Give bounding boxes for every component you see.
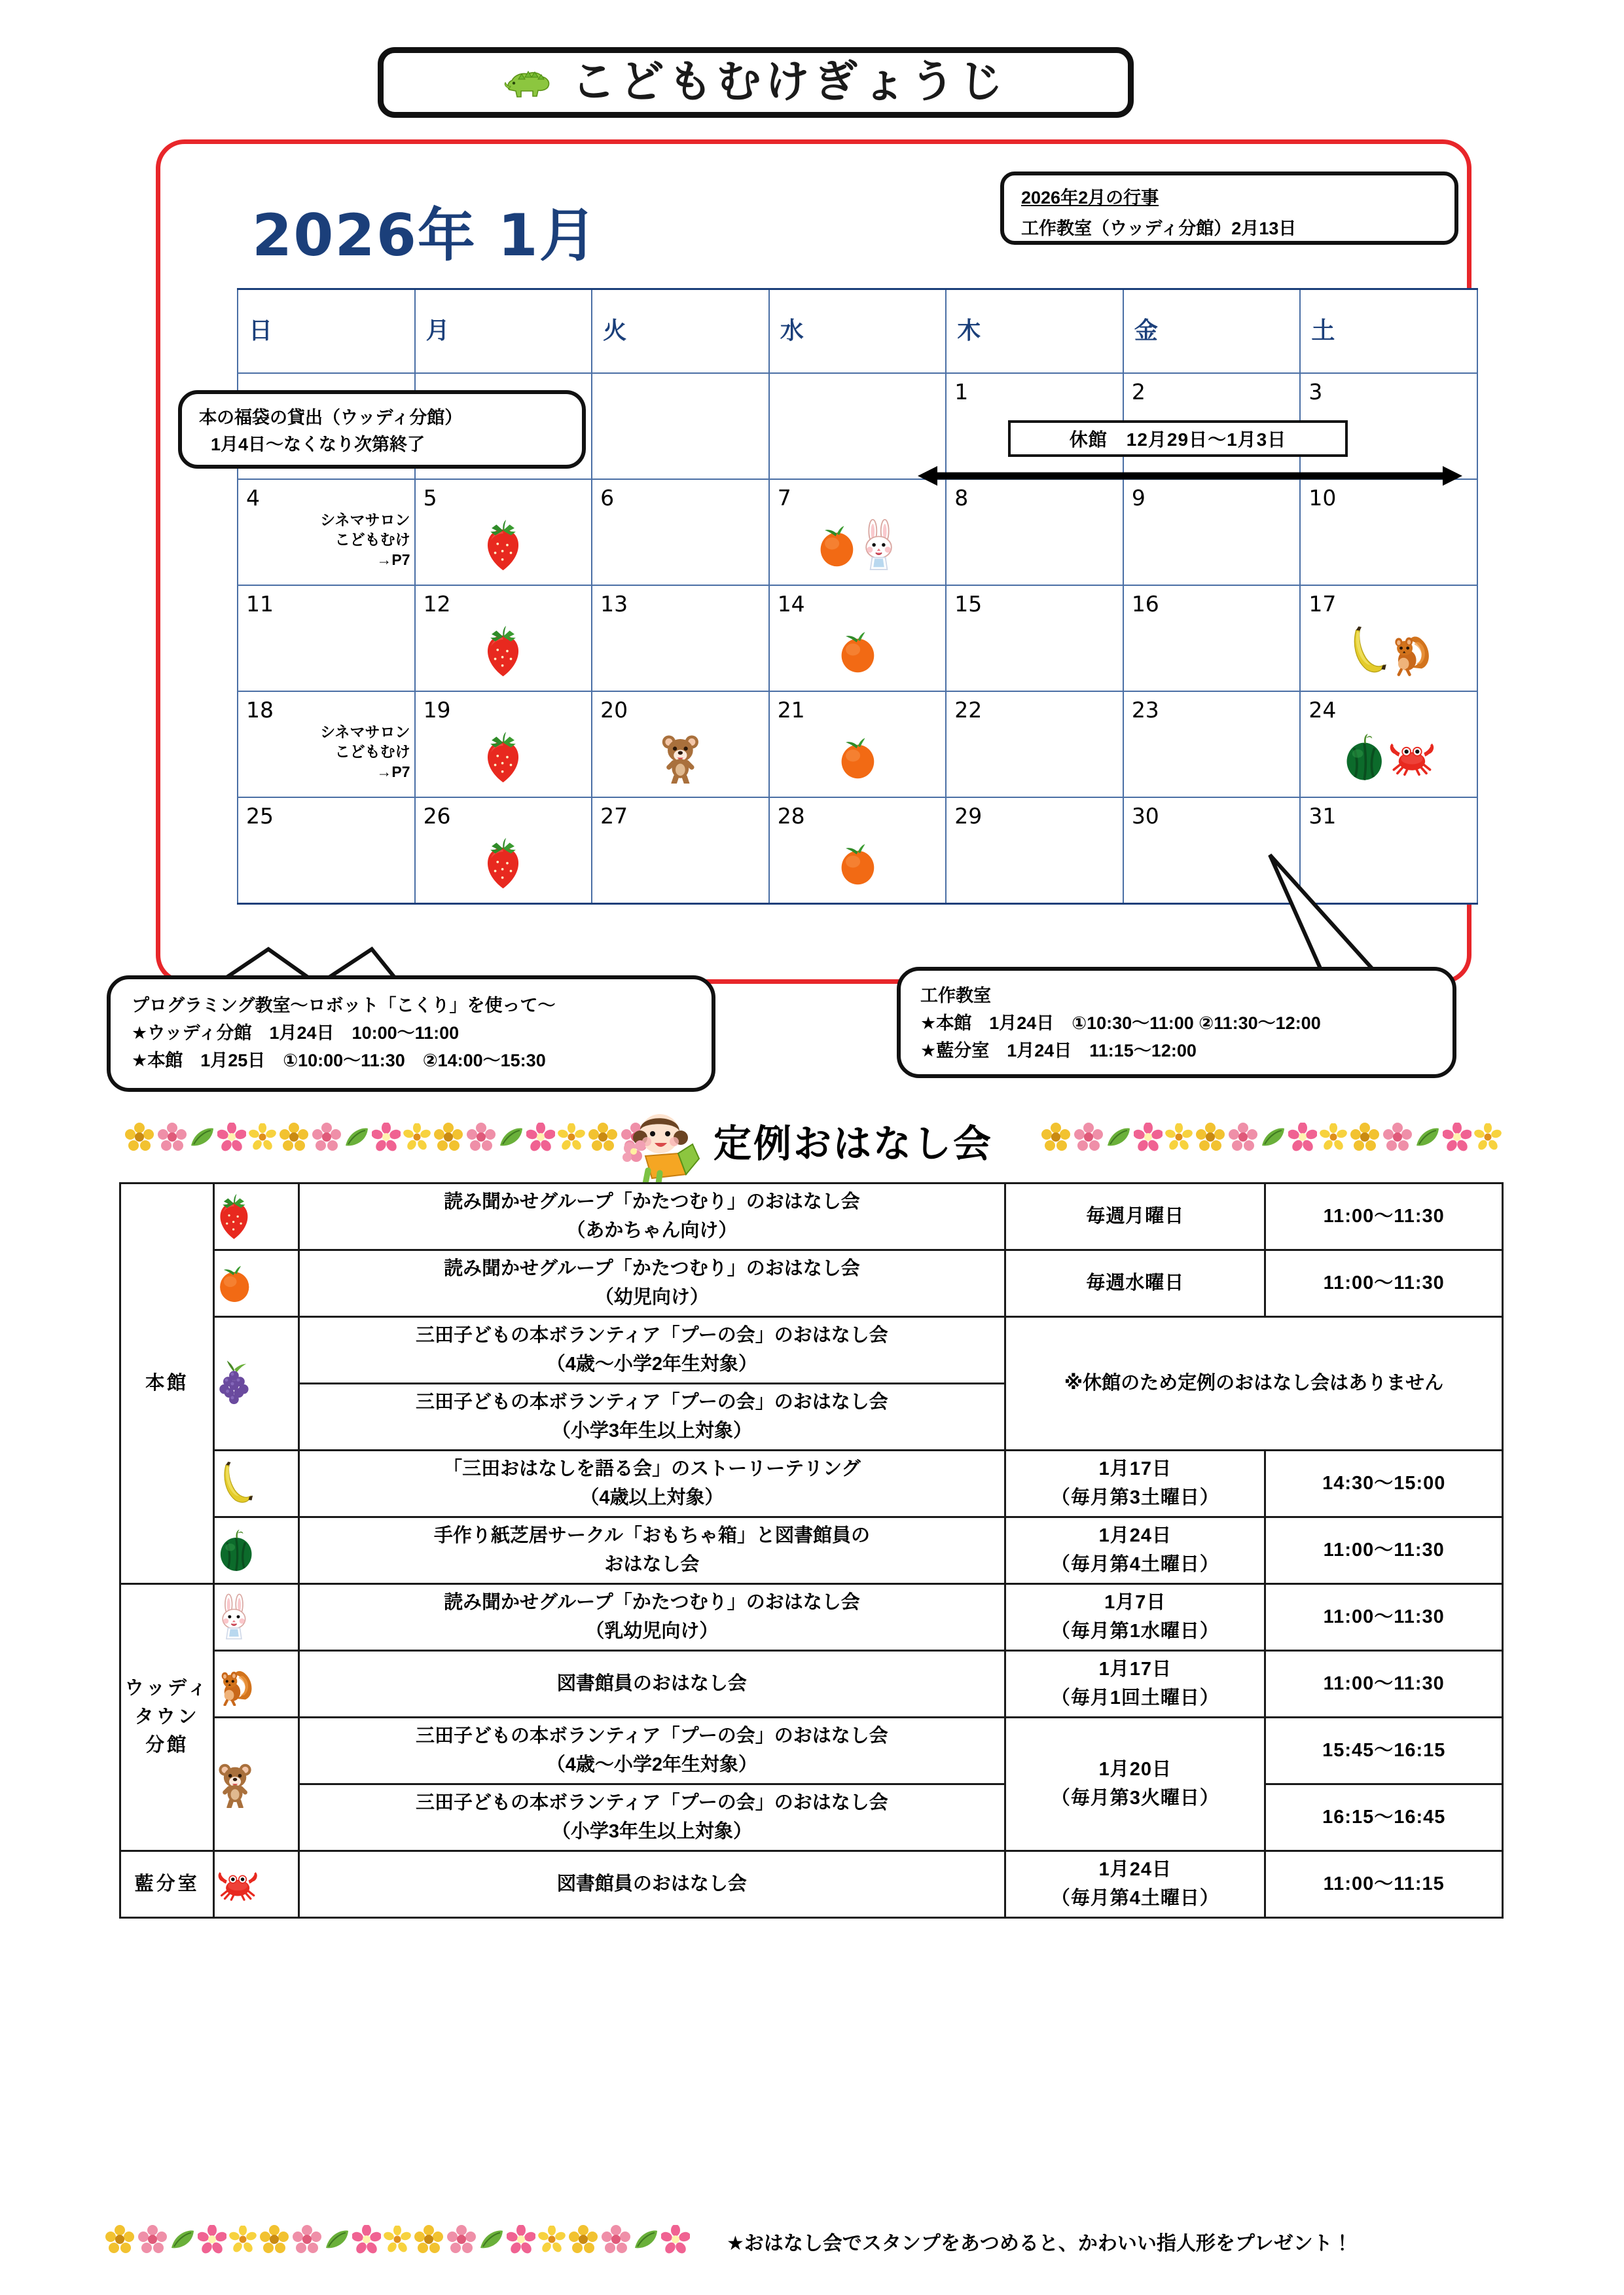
february-events-callout (1000, 172, 1458, 245)
event-time-cell: 11:00～11:30 (1265, 1584, 1503, 1651)
event-time-cell: 15:45～16:15 (1265, 1718, 1503, 1784)
event-title-line1: 「三田おはなしを語る会」のストーリーテリング (443, 1458, 861, 1479)
flower-decoration (1288, 1123, 1317, 1151)
event-title-line1: 手作り紙芝居サークル「おもちゃ箱」と図書館員の (433, 1525, 870, 1546)
branch-name-cell: 本館 (120, 1184, 214, 1584)
flower-band-right (1041, 1117, 1512, 1157)
girl-with-book-icon (622, 1105, 700, 1184)
flower-decoration (1165, 1123, 1193, 1151)
page-title-text: こどもむけぎょうじ (571, 56, 1007, 108)
cinema-salon-note: シネマサロン こどもむけ →P7 (320, 511, 410, 568)
calendar-day-number: 21 (777, 697, 805, 723)
flower-decoration (446, 2224, 477, 2254)
calendar-day-29[interactable] (946, 797, 1123, 904)
event-schedule-cell (1005, 1851, 1265, 1918)
flower-decoration (229, 2226, 257, 2253)
calendar-day-27[interactable] (592, 797, 769, 904)
calendar-day-13[interactable] (592, 585, 769, 691)
calendar-day-6[interactable] (592, 479, 769, 585)
calendar-cell-icons (1301, 721, 1477, 794)
event-time-cell: 11:00～11:15 (1265, 1851, 1503, 1918)
grapes-icon-cell (214, 1317, 298, 1451)
watermelon-icon (1343, 732, 1385, 782)
flower-band-footer (105, 2219, 720, 2260)
schedule-row (120, 1851, 1503, 1918)
calendar-day-11[interactable] (238, 585, 415, 691)
programming-line3: ★本館 1月25日 ①10:00～11:30 ②14:00～15:30 (132, 1050, 546, 1070)
orange-icon (839, 629, 877, 674)
event-title-cell (298, 1851, 1005, 1918)
flower-decoration (1350, 1122, 1380, 1152)
calendar-day-number: 8 (954, 485, 969, 511)
calendar-day-7[interactable] (769, 479, 947, 585)
calendar-day-number: 4 (246, 485, 260, 511)
programming-class-callout (107, 975, 715, 1092)
flower-decoration (312, 1122, 342, 1152)
schedule-row (120, 1184, 1503, 1250)
fukubukuro-line1: 本の福袋の貸出（ウッディ分館） (199, 408, 463, 427)
orange-icon (839, 841, 877, 886)
calendar-cell-icons (1301, 615, 1477, 688)
monthly-calendar (237, 288, 1478, 905)
calendar-day-23[interactable] (1123, 691, 1301, 797)
kousaku-line3: ★藍分室 1月24日 11:15～12:00 (920, 1040, 1197, 1060)
event-title-line1: 読み聞かせグループ「かたつむり」のおはなし会 (444, 1191, 860, 1212)
calendar-day-10[interactable] (1300, 479, 1477, 585)
kousaku-line1: 工作教室 (920, 986, 991, 1005)
flower-decoration (1228, 1122, 1258, 1152)
flower-decoration (466, 1122, 496, 1152)
flower-decoration (325, 2228, 350, 2250)
calendar-day-number: 3 (1308, 379, 1323, 405)
orange-icon (839, 735, 877, 780)
flower-decoration (344, 1126, 369, 1148)
flower-decoration (661, 2225, 690, 2254)
flower-decoration (170, 2228, 195, 2250)
event-schedule-cell (1005, 1517, 1265, 1584)
flower-decoration (384, 2226, 411, 2253)
event-title-cell (298, 1517, 1005, 1584)
strawberry-icon (484, 838, 522, 888)
flower-decoration (433, 1122, 463, 1152)
event-title-line2: （4歳～小学2年生対象） (546, 1754, 758, 1775)
event-title-cell (298, 1451, 1005, 1517)
flower-decoration (1106, 1126, 1131, 1148)
calendar-weekday-3: 水 (769, 289, 947, 374)
flower-decoration (249, 1123, 276, 1151)
footer-stamp-note: ★おはなし会でスタンプをあつめると、かわいい指人形をプレゼント！ (727, 2233, 1352, 2254)
bear-icon-cell (214, 1718, 298, 1851)
kousaku-callout-tail (1224, 851, 1394, 975)
flower-decoration (124, 1122, 154, 1152)
orange-icon-cell (214, 1250, 298, 1317)
programming-line2: ★ウッディ分館 1月24日 10:00～11:00 (132, 1022, 460, 1043)
crab-icon (217, 1868, 258, 1901)
event-title-line2: おはなし会 (604, 1553, 700, 1575)
calendar-day-number: 1 (954, 379, 969, 405)
event-recurrence: （毎月第4土曜日） (1051, 1887, 1219, 1909)
calendar-day-5[interactable] (415, 479, 592, 585)
calendar-day-20[interactable] (592, 691, 769, 797)
event-title-line1: 読み聞かせグループ「かたつむり」のおはなし会 (444, 1258, 860, 1279)
event-title-line2: （4歳～小学2年生対象） (546, 1353, 758, 1375)
event-schedule-cell (1005, 1451, 1265, 1517)
strawberry-icon (484, 520, 522, 570)
bear-icon (217, 1760, 253, 1807)
flower-decoration (634, 2228, 659, 2250)
calendar-day-number: 17 (1308, 591, 1337, 617)
event-schedule-cell (1005, 1184, 1265, 1250)
schedule-row (120, 1451, 1503, 1517)
flower-decoration (1195, 1122, 1225, 1152)
schedule-row (120, 1317, 1503, 1384)
calendar-day-number: 12 (423, 591, 451, 617)
rabbit-icon (217, 1593, 251, 1642)
book-fukubukuro-callout (178, 390, 586, 469)
branch-name-cell: ウッディ タウン 分館 (120, 1584, 214, 1851)
event-recurrence: （毎月1回土曜日） (1051, 1687, 1219, 1708)
flower-decoration (558, 1123, 585, 1151)
calendar-cell-icons (416, 615, 592, 688)
calendar-day-8[interactable] (946, 479, 1123, 585)
event-title-cell (298, 1250, 1005, 1317)
flower-decoration (352, 2225, 381, 2254)
banana-icon (1346, 626, 1386, 676)
calendar-weekday-0: 日 (238, 289, 415, 374)
calendar-day-number: 20 (600, 697, 628, 723)
calendar-weekday-2: 火 (592, 289, 769, 374)
flower-decoration (198, 2225, 226, 2254)
calendar-cell-icons (770, 615, 946, 688)
calendar-day-26[interactable] (415, 797, 592, 904)
event-schedule-cell (1005, 1718, 1265, 1851)
flower-decoration (190, 1126, 215, 1148)
calendar-month-label: 2026年 1月 (252, 202, 598, 269)
calendar-day-19[interactable] (415, 691, 592, 797)
storytime-section-title: 定例おはなし会 (713, 1121, 994, 1166)
strawberry-icon (484, 626, 522, 676)
calendar-cell-icons (416, 721, 592, 794)
event-recurrence: （毎月第1水曜日） (1051, 1620, 1219, 1642)
flower-decoration (479, 2228, 504, 2250)
kousaku-line2: ★本館 1月24日 ①10:30～11:00 ②11:30～12:00 (920, 1013, 1321, 1033)
calendar-day-number: 24 (1308, 697, 1337, 723)
flower-decoration (1415, 1126, 1440, 1148)
event-title-line1: 図書館員のおはなし会 (556, 1672, 747, 1694)
calendar-week-row (238, 585, 1477, 691)
flower-decoration (292, 2224, 322, 2254)
flower-decoration (1320, 1123, 1347, 1151)
closure-range-arrow (918, 465, 1462, 487)
flower-band-left (124, 1117, 700, 1157)
calendar-day-number: 16 (1131, 591, 1159, 617)
event-schedule-cell (1005, 1584, 1265, 1651)
event-date: 1月20日 (1098, 1759, 1172, 1780)
fukubukuro-line2: 1月4日～なくなり次第終了 (211, 434, 425, 454)
calendar-day-number: 9 (1131, 485, 1146, 511)
calendar-day-number: 23 (1131, 697, 1159, 723)
calendar-day-number: 5 (423, 485, 437, 511)
calendar-day-16[interactable] (1123, 585, 1301, 691)
calendar-day-number: 11 (246, 591, 274, 617)
event-date: 毎週月曜日 (1086, 1205, 1185, 1227)
event-time-cell: 11:00～11:30 (1265, 1651, 1503, 1718)
page-title-banner (378, 47, 1134, 118)
flower-decoration (1443, 1123, 1471, 1151)
squirrel-icon (1390, 626, 1432, 676)
flower-decoration (1134, 1123, 1163, 1151)
banana-icon-cell (214, 1451, 298, 1517)
programming-line1: プログラミング教室～ロボット「こくり」を使って～ (132, 996, 556, 1015)
calendar-day-empty (592, 373, 769, 479)
calendar-day-number: 19 (423, 697, 451, 723)
flower-decoration (372, 1123, 401, 1151)
event-title-cell (298, 1718, 1005, 1784)
calendar-day-number: 31 (1308, 803, 1337, 829)
calendar-weekday-header (238, 289, 1477, 374)
flower-decoration (507, 2225, 535, 2254)
event-recurrence: （毎月第4土曜日） (1051, 1553, 1219, 1575)
calendar-day-number: 25 (246, 803, 274, 829)
calendar-cell-icons (770, 721, 946, 794)
calendar-cell-icons (592, 721, 768, 794)
flower-decoration (1382, 1122, 1413, 1152)
event-date: 1月17日 (1098, 1659, 1172, 1680)
flower-decoration (601, 2224, 631, 2254)
flower-decoration (568, 2224, 598, 2254)
calendar-day-empty (769, 373, 947, 479)
closure-exception-note: ※休館のため定例のおはなし会はありません (1005, 1317, 1503, 1451)
strawberry-icon (217, 1194, 251, 1239)
rabbit-icon-cell (214, 1584, 298, 1651)
flower-decoration (1074, 1122, 1104, 1152)
event-schedule-cell (1005, 1651, 1265, 1718)
event-date: 1月24日 (1098, 1859, 1172, 1880)
calendar-week-row (238, 691, 1477, 797)
calendar-day-22[interactable] (946, 691, 1123, 797)
crab-icon (1389, 738, 1435, 776)
calendar-day-14[interactable] (769, 585, 947, 691)
closure-notice: 休館 12月29日～1月3日 (1008, 420, 1348, 457)
calendar-day-number: 29 (954, 803, 983, 829)
strawberry-icon (484, 732, 522, 782)
squirrel-icon (217, 1662, 254, 1706)
event-date: 1月17日 (1098, 1458, 1172, 1479)
calendar-day-number: 18 (246, 697, 274, 723)
flower-decoration (538, 2226, 566, 2253)
event-title-cell (298, 1184, 1005, 1250)
calendar-day-25[interactable] (238, 797, 415, 904)
branch-name-cell: 藍分室 (120, 1851, 214, 1918)
orange-icon (217, 1263, 251, 1303)
calendar-day-number: 27 (600, 803, 628, 829)
schedule-row (120, 1517, 1503, 1584)
calendar-day-28[interactable] (769, 797, 947, 904)
storytime-schedule-table (119, 1182, 1504, 1919)
schedule-row (120, 1718, 1503, 1784)
event-title-line1: 読み聞かせグループ「かたつむり」のおはなし会 (444, 1592, 860, 1613)
flower-decoration (499, 1126, 524, 1148)
flower-decoration (588, 1122, 618, 1152)
calendar-cell-icons (416, 509, 592, 582)
event-time-cell: 11:00～11:30 (1265, 1184, 1503, 1250)
event-date: 1月24日 (1098, 1525, 1172, 1546)
kousaku-class-callout (897, 967, 1456, 1078)
event-time-cell: 11:00～11:30 (1265, 1250, 1503, 1317)
bear-icon (660, 731, 700, 784)
cinema-salon-note: シネマサロン こどもむけ →P7 (320, 723, 410, 780)
calendar-day-number: 28 (777, 803, 805, 829)
calendar-day-number: 7 (777, 485, 791, 511)
event-title-cell (298, 1584, 1005, 1651)
calendar-cell-icons (770, 827, 946, 900)
event-title-line1: 三田子どもの本ボランティア「プーの会」のおはなし会 (415, 1392, 888, 1413)
calendar-weekday-1: 月 (415, 289, 592, 374)
banana-icon (217, 1462, 253, 1506)
event-title-line2: （幼児向け） (594, 1286, 709, 1308)
calendar-day-number: 13 (600, 591, 628, 617)
event-time-cell: 16:15～16:45 (1265, 1784, 1503, 1851)
event-title-line1: 三田子どもの本ボランティア「プーの会」のおはなし会 (415, 1726, 888, 1746)
event-time-cell: 14:30～15:00 (1265, 1451, 1503, 1517)
flower-decoration (1041, 1122, 1071, 1152)
calendar-week-row (238, 479, 1477, 585)
flower-decoration (1474, 1123, 1502, 1151)
event-title-line2: （あかちゃん向け） (566, 1220, 738, 1241)
event-date: 毎週水曜日 (1086, 1272, 1185, 1293)
calendar-day-21[interactable] (769, 691, 947, 797)
schedule-row (120, 1651, 1503, 1718)
calendar-day-4[interactable] (238, 479, 415, 585)
grapes-icon (217, 1360, 251, 1408)
rabbit-icon (860, 518, 897, 573)
calendar-day-number: 15 (954, 591, 983, 617)
flower-decoration (1261, 1126, 1286, 1148)
flower-decoration (526, 1123, 555, 1151)
calendar-weekday-4: 木 (946, 289, 1123, 374)
crab-icon-cell (214, 1851, 298, 1918)
calendar-weekday-6: 土 (1300, 289, 1477, 374)
flower-decoration (137, 2224, 168, 2254)
event-time-cell: 11:00～11:30 (1265, 1517, 1503, 1584)
event-title-line1: 三田子どもの本ボランティア「プーの会」のおはなし会 (415, 1792, 888, 1813)
calendar-day-number: 30 (1131, 803, 1159, 829)
flower-decoration (157, 1122, 187, 1152)
event-title-cell (298, 1651, 1005, 1718)
schedule-row (120, 1784, 1503, 1851)
calendar-day-number: 22 (954, 697, 983, 723)
dinosaur-icon (504, 65, 552, 100)
event-title-line2: （乳幼児向け） (585, 1620, 719, 1642)
calendar-day-18[interactable] (238, 691, 415, 797)
event-title-cell (298, 1384, 1005, 1451)
strawberry-icon-cell (214, 1184, 298, 1250)
event-recurrence: （毎月第3土曜日） (1051, 1487, 1219, 1508)
event-title-line2: （小学3年生以上対象） (551, 1820, 752, 1842)
calendar-day-17[interactable] (1300, 585, 1477, 691)
schedule-row (120, 1250, 1503, 1317)
calendar-day-12[interactable] (415, 585, 592, 691)
watermelon-icon (217, 1528, 255, 1572)
flower-decoration (259, 2224, 289, 2254)
flower-decoration (105, 2224, 135, 2254)
watermelon-icon-cell (214, 1517, 298, 1584)
calendar-day-number: 26 (423, 803, 451, 829)
calendar-day-number: 6 (600, 485, 615, 511)
event-title-cell (298, 1317, 1005, 1384)
calendar-day-24[interactable] (1300, 691, 1477, 797)
event-title-line1: 三田子どもの本ボランティア「プーの会」のおはなし会 (415, 1325, 888, 1346)
calendar-day-number: 14 (777, 591, 805, 617)
flower-decoration (217, 1123, 246, 1151)
calendar-cell-icons (770, 509, 946, 582)
flower-decoration (414, 2224, 444, 2254)
calendar-day-number: 2 (1131, 379, 1146, 405)
calendar-cell-icons (416, 827, 592, 900)
calendar-day-9[interactable] (1123, 479, 1301, 585)
february-events-heading: 2026年2月の行事 (1021, 188, 1159, 208)
event-title-line2: （4歳以上対象） (580, 1487, 724, 1508)
event-recurrence: （毎月第3火曜日） (1051, 1787, 1219, 1809)
calendar-day-15[interactable] (946, 585, 1123, 691)
event-title-cell (298, 1784, 1005, 1851)
event-schedule-cell (1005, 1250, 1265, 1317)
schedule-row (120, 1584, 1503, 1651)
calendar-day-number: 10 (1308, 485, 1337, 511)
february-events-item: 工作教室（ウッディ分館）2月13日 (1021, 219, 1297, 238)
squirrel-icon-cell (214, 1651, 298, 1718)
calendar-weekday-5: 金 (1123, 289, 1301, 374)
orange-icon (818, 523, 856, 568)
flower-decoration (279, 1122, 309, 1152)
event-title-line1: 図書館員のおはなし会 (556, 1873, 747, 1894)
flower-decoration (403, 1123, 431, 1151)
event-title-line2: （小学3年生以上対象） (551, 1420, 752, 1441)
event-date: 1月7日 (1104, 1592, 1166, 1613)
